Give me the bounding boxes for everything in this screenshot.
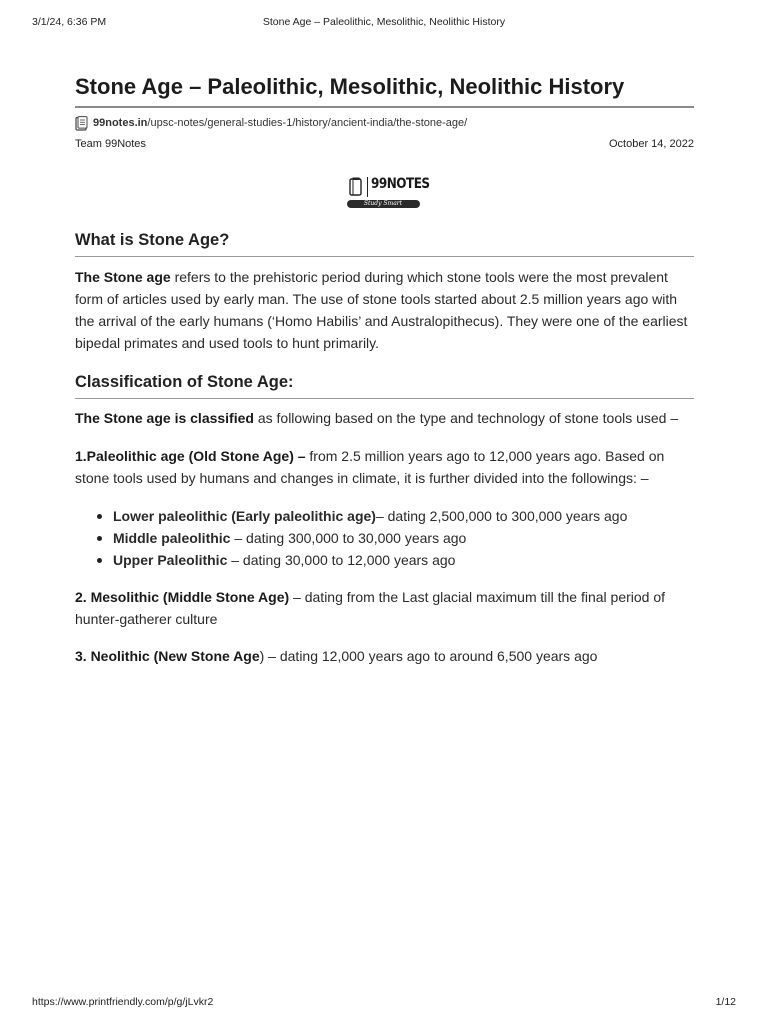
- print-footer: [32, 996, 736, 1010]
- section-divider: [75, 256, 694, 257]
- section-heading-what-is: What is Stone Age?: [75, 231, 230, 249]
- paragraph-text: refers to the prehistoric period during which stone tools were the most prevalent form of articles used by early man. The use of stone tools started about 2.5 million years ago with the arrival of the early humans (‘Homo Habilis’ and Australopithecus). They were one of the earliest bipedal primates and used tools to hunt primarily.: [75, 269, 688, 351]
- list-item-text: – dating 30,000 to 12,000 years ago: [227, 552, 456, 568]
- site-logo: [347, 175, 430, 211]
- classification-intro: [75, 407, 694, 429]
- print-url[interactable]: https://www.printfriendly.com/p/g/jLvkr2: [32, 996, 214, 1008]
- list-item: [95, 549, 694, 571]
- paragraph-text: – dating from the Last glacial maximum till the final period of hunter-gatherer culture: [75, 589, 666, 627]
- list-item-text: – dating 300,000 to 30,000 years ago: [230, 530, 467, 546]
- source-domain: 99notes.in: [93, 117, 148, 129]
- paleolithic-paragraph: [75, 445, 694, 489]
- section-heading-classification: Classification of Stone Age:: [75, 373, 294, 391]
- list-item: [95, 505, 694, 527]
- document-icon: [75, 116, 88, 131]
- paragraph-text: from 2.5 million years ago to 12,000 years ago. Based on stone tools used by humans and changes in climate, it is further divided into the followings: –: [75, 448, 665, 486]
- section-divider: [75, 398, 694, 399]
- paragraph-text: as following based on the type and technology of stone tools used –: [253, 410, 679, 426]
- list-item-bold: Middle paleolithic: [113, 530, 231, 546]
- what-is-paragraph: [75, 266, 694, 354]
- publish-date: October 14, 2022: [608, 138, 694, 150]
- source-path: /upsc-notes/general-studies-1/history/ancient-india/the-stone-age/: [147, 117, 468, 129]
- notebook-icon: [349, 177, 363, 197]
- bold-lead: 3. Neolithic (New Stone Age: [75, 648, 260, 664]
- print-datetime: 3/1/24, 6:36 PM: [32, 16, 107, 28]
- logo-tagline: Study Smart: [347, 200, 420, 208]
- paragraph-text: ) – dating 12,000 years ago to around 6,500 years ago: [259, 648, 598, 664]
- logo-name: 99NOTES: [370, 176, 430, 192]
- page-title: Stone Age – Paleolithic, Mesolithic, Neolithic History: [75, 74, 625, 99]
- print-doc-title: Stone Age – Paleolithic, Mesolithic, Neolithic History: [262, 16, 506, 28]
- page-number: 1/12: [715, 996, 736, 1008]
- bold-lead: The Stone age: [75, 269, 171, 285]
- bold-lead: 2. Mesolithic (Middle Stone Age): [75, 589, 290, 605]
- bold-lead: 1.Paleolithic age (Old Stone Age) –: [75, 448, 306, 464]
- print-header: [32, 16, 736, 30]
- list-item-bold: Lower paleolithic (Early paleolithic age): [113, 508, 376, 524]
- author: Team 99Notes: [75, 138, 146, 150]
- title-divider: [75, 106, 694, 108]
- paleolithic-list: [95, 505, 694, 571]
- list-item-bold: Upper Paleolithic: [113, 552, 228, 568]
- list-item: [95, 527, 694, 549]
- logo-divider: [367, 177, 369, 197]
- source-link[interactable]: [75, 115, 694, 131]
- mesolithic-paragraph: [75, 586, 694, 630]
- logo-container: [75, 175, 694, 211]
- list-item-text: – dating 2,500,000 to 300,000 years ago: [375, 508, 628, 524]
- article-meta: [75, 138, 694, 152]
- neolithic-paragraph: [75, 645, 694, 667]
- bold-lead: The Stone age is classified: [75, 410, 254, 426]
- article: [75, 70, 694, 667]
